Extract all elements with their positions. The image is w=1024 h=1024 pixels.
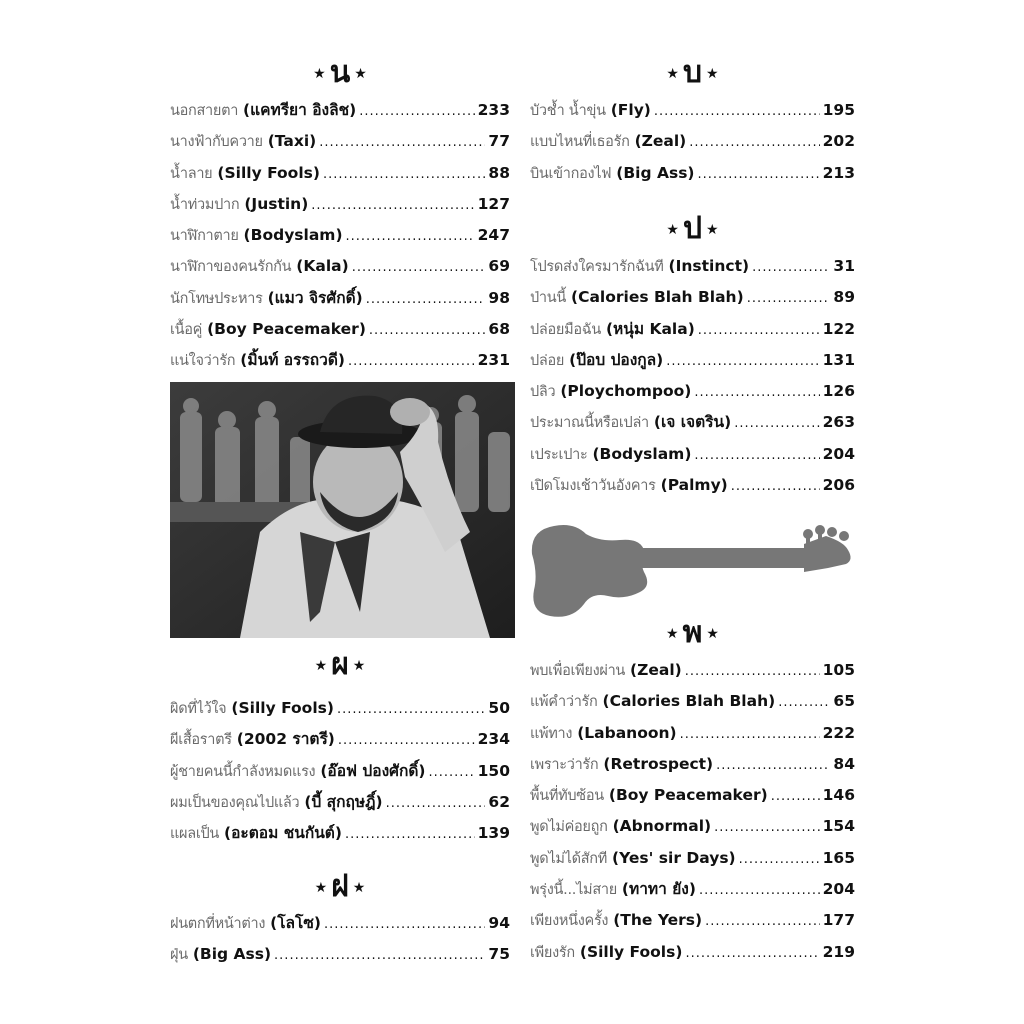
star-icon: ★ xyxy=(314,879,328,895)
toc-entry xyxy=(530,251,855,282)
song-title: ปล่อยมือฉัน xyxy=(530,321,601,338)
page-number: 150 xyxy=(477,761,510,780)
page-number: 127 xyxy=(477,194,510,213)
artist-name: (2002 ราตรี) xyxy=(236,730,335,749)
section-right-3 xyxy=(530,618,855,968)
star-icon: ★ xyxy=(706,65,719,81)
star-icon: ★ xyxy=(352,879,366,895)
section-left-1 xyxy=(170,58,510,377)
dot-leader xyxy=(311,190,474,221)
toc-entry xyxy=(530,439,855,470)
section-heading: ★ น ★ xyxy=(313,56,367,89)
song-title: แพ้ทาง xyxy=(530,725,573,742)
toc-entry xyxy=(530,718,855,749)
dot-leader xyxy=(359,96,474,127)
song-title: ผู้ชายคนนี้กำลังหมดแรง xyxy=(170,763,316,780)
page-number: 68 xyxy=(488,320,510,339)
dot-leader xyxy=(714,812,820,843)
dot-leader xyxy=(734,408,819,439)
page-number: 233 xyxy=(477,101,510,119)
dot-leader xyxy=(386,788,486,819)
toc-entry xyxy=(530,126,855,157)
page-number: 206 xyxy=(822,476,855,495)
artist-name: (Labanoon) xyxy=(577,723,677,742)
toc-entry xyxy=(530,843,855,874)
toc-entry xyxy=(170,314,510,345)
dot-leader xyxy=(689,127,819,158)
artist-name: (Silly Fools) xyxy=(579,942,683,961)
toc-entry xyxy=(530,811,855,842)
page-number: 126 xyxy=(822,382,855,401)
page-number: 69 xyxy=(488,257,510,276)
dot-leader xyxy=(771,781,820,812)
page-number: 204 xyxy=(822,880,855,899)
artist-name: (Big Ass) xyxy=(616,163,695,182)
artist-name: (Silly Fools) xyxy=(231,699,334,717)
song-title: แน่ใจว่ารัก xyxy=(170,353,236,370)
song-title: เประเปาะ xyxy=(530,446,588,463)
page-number: 89 xyxy=(833,288,855,307)
artist-name: (The Yers) xyxy=(613,911,703,930)
song-title: พื้นที่ทับซ้อน xyxy=(530,788,604,805)
artist-name: (Bodyslam) xyxy=(243,226,343,245)
star-icon: ★ xyxy=(666,221,679,237)
artist-name: (Boy Peacemaker) xyxy=(207,320,366,339)
dot-leader xyxy=(319,127,485,158)
page-number: 31 xyxy=(833,257,855,275)
page-number: 213 xyxy=(822,163,855,182)
star-icon: ★ xyxy=(354,65,367,81)
section-heading: ★ ป ★ xyxy=(666,212,719,245)
song-title: แผลเป็น xyxy=(170,826,219,843)
page-number: 88 xyxy=(488,163,510,182)
dot-leader xyxy=(338,725,475,756)
toc-entry xyxy=(530,655,855,686)
dot-leader xyxy=(654,96,820,127)
song-title: เปิดโมงเช้าวันอังคาร xyxy=(530,478,656,495)
dot-leader xyxy=(731,471,820,502)
page-number: 77 xyxy=(488,132,510,151)
dot-leader xyxy=(323,159,485,190)
page-number: 131 xyxy=(822,350,855,369)
song-title: ผิดที่ไว้ใจ xyxy=(170,701,227,717)
dot-leader xyxy=(429,757,475,788)
song-title: เพราะว่ารัก xyxy=(530,756,599,773)
toc-entry xyxy=(170,693,510,724)
section-right-1 xyxy=(530,58,855,189)
artist-name: (Calories Blah Blah) xyxy=(602,692,776,711)
artist-name: (Kala) xyxy=(296,257,349,276)
page-number: 165 xyxy=(822,848,855,867)
artist-name: (Yes' sir Days) xyxy=(612,848,736,867)
toc-entry xyxy=(170,283,510,314)
artist-name: (อะตอม ชนกันต์) xyxy=(224,824,342,843)
toc-entry xyxy=(530,376,855,407)
song-title: โปรดส่งใครมารักฉันที xyxy=(530,259,664,275)
toc-entry xyxy=(530,686,855,717)
page-number: 202 xyxy=(822,132,855,151)
artist-name: (Justin) xyxy=(244,194,309,213)
page-number: 139 xyxy=(477,824,510,843)
page-number: 234 xyxy=(477,730,510,749)
toc-entry xyxy=(530,874,855,905)
star-icon: ★ xyxy=(314,657,328,673)
song-title: นาฬิกาของคนรักกัน xyxy=(170,259,292,276)
dot-leader xyxy=(346,221,475,252)
toc-entry xyxy=(530,282,855,313)
toc-entry xyxy=(170,724,510,755)
toc-entry xyxy=(530,314,855,345)
page-number: 231 xyxy=(477,351,510,370)
page-number: 98 xyxy=(488,288,510,307)
section-heading: ★ พ ★ xyxy=(666,616,719,649)
toc-entry xyxy=(530,345,855,376)
song-title: เนื้อคู่ xyxy=(170,322,203,339)
dot-leader xyxy=(685,938,819,969)
toc-entry xyxy=(530,158,855,189)
artist-name: (บี้ สุกฤษฎิ์) xyxy=(304,792,383,811)
song-title: ป่านนี้ xyxy=(530,290,566,307)
dot-leader xyxy=(666,346,819,377)
artist-name: (มิ้นท์ อรรถวดี) xyxy=(240,351,346,370)
toc-entry xyxy=(170,787,510,818)
page-number: 105 xyxy=(822,661,855,679)
song-title: เพียงหนึ่งครั้ง xyxy=(530,913,609,930)
artist-name: (ป๊อบ ปองกูล) xyxy=(569,350,664,369)
star-icon: ★ xyxy=(666,625,679,641)
toc-entry xyxy=(170,126,510,157)
dot-leader xyxy=(348,346,475,377)
star-icon: ★ xyxy=(313,65,326,81)
section-left-3 xyxy=(170,872,510,971)
section-right-2 xyxy=(530,214,855,501)
toc-entry xyxy=(170,756,510,787)
artist-name: (อ๊อฟ ปองศักดิ์) xyxy=(320,761,426,780)
dot-leader xyxy=(694,377,819,408)
dot-leader xyxy=(352,252,486,283)
dot-leader xyxy=(680,719,820,750)
electric-guitar-silhouette-icon xyxy=(528,520,856,620)
photo-of-man-in-hat-icon xyxy=(170,382,515,638)
artist-name: (แมว จิรศักดิ์) xyxy=(267,288,363,307)
artist-name: (เจ เจตริน) xyxy=(653,413,732,432)
toc-entry xyxy=(530,780,855,811)
song-title: บินเข้ากองไฟ xyxy=(530,165,612,182)
toc-entry xyxy=(170,939,510,970)
page-number: 154 xyxy=(822,817,855,836)
dot-leader xyxy=(739,844,820,875)
dot-leader xyxy=(345,819,475,850)
toc-entry xyxy=(530,95,855,126)
song-title: ประมาณนี้หรือเปล่า xyxy=(530,415,649,432)
song-title: น้ำท่วมปาก xyxy=(170,196,240,213)
artist-name: (Taxi) xyxy=(267,132,317,151)
artist-name: (Boy Peacemaker) xyxy=(608,786,768,805)
toc-entry xyxy=(530,407,855,438)
toc-entry xyxy=(170,220,510,251)
song-title: พูดไม่ได้สักที xyxy=(530,850,608,867)
song-title: นาฬิกาตาย xyxy=(170,228,239,245)
song-title: พรุ่งนี้...ไม่สาย xyxy=(530,882,617,899)
page-number: 146 xyxy=(822,786,855,805)
section-left-2 xyxy=(170,650,510,849)
artist-name: (ทาทา ยัง) xyxy=(621,880,696,899)
toc-entry xyxy=(170,251,510,282)
star-icon: ★ xyxy=(666,65,679,81)
toc-entry xyxy=(530,749,855,780)
toc-entry xyxy=(170,345,510,376)
artist-name: (Zeal) xyxy=(630,661,682,679)
song-title: นางฟ้ากับควาย xyxy=(170,134,263,151)
page-number: 263 xyxy=(822,413,855,432)
dot-leader xyxy=(324,909,485,940)
dot-leader xyxy=(366,284,486,315)
dot-leader xyxy=(752,252,830,283)
page-number: 84 xyxy=(833,754,855,773)
page-number: 122 xyxy=(822,319,855,338)
song-title: ผมเป็นของคุณไปแล้ว xyxy=(170,794,300,811)
toc-entry xyxy=(170,158,510,189)
artist-name: (Ploychompoo) xyxy=(560,382,692,401)
song-title: นักโทษประหาร xyxy=(170,290,263,307)
section-heading: ★ ฝ ★ xyxy=(314,870,366,903)
page-number: 75 xyxy=(488,945,510,964)
section-heading: ★ บ ★ xyxy=(666,56,719,89)
page-number: 177 xyxy=(822,911,855,930)
artist-name: (Palmy) xyxy=(660,476,728,495)
dot-leader xyxy=(369,315,486,346)
dot-leader xyxy=(274,940,485,971)
song-title: นอกสายตา xyxy=(170,103,239,119)
artist-name: (Instinct) xyxy=(668,257,750,275)
page-number: 222 xyxy=(822,723,855,742)
song-title: ปล่อย xyxy=(530,352,565,369)
page-number: 204 xyxy=(822,444,855,463)
toc-entry xyxy=(170,908,510,939)
page-number: 219 xyxy=(822,942,855,961)
song-title: ผีเสื้อราตรี xyxy=(170,732,232,749)
dot-leader xyxy=(685,656,820,687)
toc-entry xyxy=(530,905,855,936)
artist-name: (Retrospect) xyxy=(603,754,714,773)
song-title: แพ้คำว่ารัก xyxy=(530,694,598,711)
artist-name: (Calories Blah Blah) xyxy=(570,288,744,307)
artist-name: (Zeal) xyxy=(634,132,687,151)
page-number: 50 xyxy=(488,699,510,717)
dot-leader xyxy=(698,315,820,346)
song-title: เพียงรัก xyxy=(530,944,575,961)
song-title: พูดไม่ค่อยถูก xyxy=(530,819,608,836)
star-icon: ★ xyxy=(352,657,366,673)
song-title: แบบไหนที่เธอรัก xyxy=(530,134,630,151)
artist-name: (Bodyslam) xyxy=(592,444,692,463)
dot-leader xyxy=(337,694,485,725)
toc-entry xyxy=(170,818,510,849)
artist-name: (Fly) xyxy=(610,101,651,119)
toc-entry xyxy=(530,937,855,968)
section-heading: ★ ผ ★ xyxy=(314,648,366,681)
song-title: พบเพื่อเพียงผ่าน xyxy=(530,663,626,679)
dot-leader xyxy=(698,159,820,190)
dot-leader xyxy=(694,440,819,471)
artist-name: (Abnormal) xyxy=(612,817,712,836)
dot-leader xyxy=(699,875,820,906)
song-title: ฝนตกที่หน้าต่าง xyxy=(170,916,266,932)
star-icon: ★ xyxy=(706,221,719,237)
star-icon: ★ xyxy=(706,625,719,641)
artist-name: (หนุ่ม Kala) xyxy=(605,319,695,338)
dot-leader xyxy=(747,283,831,314)
page-number: 195 xyxy=(822,101,855,119)
song-title: บัวช้ำ น้ำขุ่น xyxy=(530,103,606,119)
artist-name: (Silly Fools) xyxy=(217,163,320,182)
song-title: น้ำลาย xyxy=(170,165,213,182)
artist-name: (Big Ass) xyxy=(192,945,272,964)
toc-entry xyxy=(170,95,510,126)
artist-name: (แคทรียา อิงลิช) xyxy=(243,101,357,119)
toc-entry xyxy=(530,470,855,501)
page-number: 94 xyxy=(488,914,510,932)
dot-leader xyxy=(778,687,830,718)
toc-entry xyxy=(170,189,510,220)
page-number: 65 xyxy=(833,692,855,711)
song-title: ปลิว xyxy=(530,384,556,401)
dot-leader xyxy=(705,906,820,937)
song-title: ฝุ่น xyxy=(170,947,188,964)
artist-name: (โลโซ) xyxy=(270,914,321,932)
page-number: 62 xyxy=(488,792,510,811)
dot-leader xyxy=(716,750,830,781)
page-number: 247 xyxy=(477,226,510,245)
